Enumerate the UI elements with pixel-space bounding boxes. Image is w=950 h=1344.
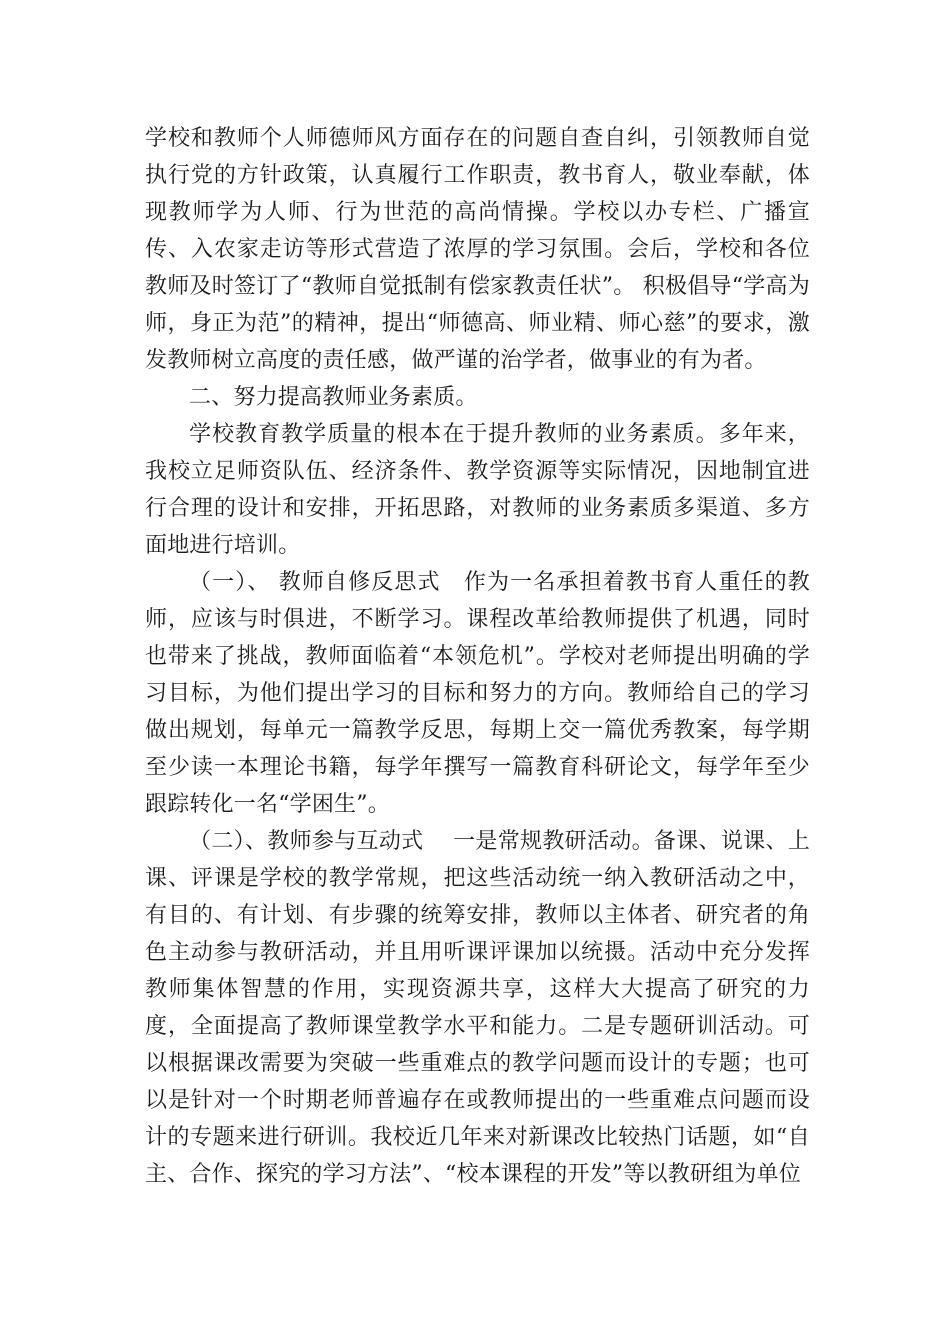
section-heading-2: 二、努力提高教师业务素质。 <box>189 385 478 410</box>
paragraph-intro: 学校教育教学质量的根本在于提升教师的业务素质。多年来，我校立足师资队伍、经济条件、教学资源等实际情况，因地制宜进行合理的设计和安排，开拓思路，对教师的业务素质多渠道、多方面地进行培训。 <box>145 422 810 558</box>
paragraph-subsection-2: （二）、教师参与互动式 一是常规教研活动。备课、说课、上课、评课是学校的教学常规，把这些活动统一纳入教研活动之中，有目的、有计划、有步骤的统筹安排，教师以主体者、研究者的角色主动参与教研活动，并且用听课评课加以统摄。活动中充分发挥教师集体智慧的作用，实现资源共享，这样大大提高了研究的力度，全面提高了教师课堂教学水平和能力。二是专题研训活动。可以根据课改需要为突破一些重难点的教学问题而设计的专题；也可以是针对一个时期老师普遍存在或教师提出的一些重难点问题而设计的专题来进行研训。我校近几年来对新课改比较热门话题，如“自主、合作、探究的学习方法”、“校本课程的开发”等以教研组为单位 <box>145 829 810 1187</box>
document-body <box>145 120 810 1193</box>
paragraph-continuation: 学校和教师个人师德师风方面存在的问题自查自纠，引领教师自觉执行党的方针政策，认真履行工作职责，教书育人，敬业奉献，体现教师学为人师、行为世范的高尚情操。学校以办专栏、广播宣传、入农家走访等形式营造了浓厚的学习氛围。会后，学校和各位教师及时签订了“教师自觉抵制有偿家教责任状”。 积极倡导“学高为师，身正为范”的精神，提出“师德高、师业精、师心慈”的要求，激发教师树立高度的责任感，做严谨的治学者，做事业的有为者。 <box>145 126 810 373</box>
paragraph-subsection-1: （一）、 教师自修反思式 作为一名承担着教书育人重任的教师，应该与时俱进，不断学习。课程改革给教师提供了机遇，同时也带来了挑战，教师面临着“本领危机”。学校对老师提出明确的学习目标，为他们提出学习的目标和努力的方向。教师给自己的学习做出规划，每单元一篇教学反思，每期上交一篇优秀教案，每学期至少读一本理论书籍，每学年撰写一篇教育科研论文，每学年至少跟踪转化一名“学困生”。 <box>145 570 810 817</box>
